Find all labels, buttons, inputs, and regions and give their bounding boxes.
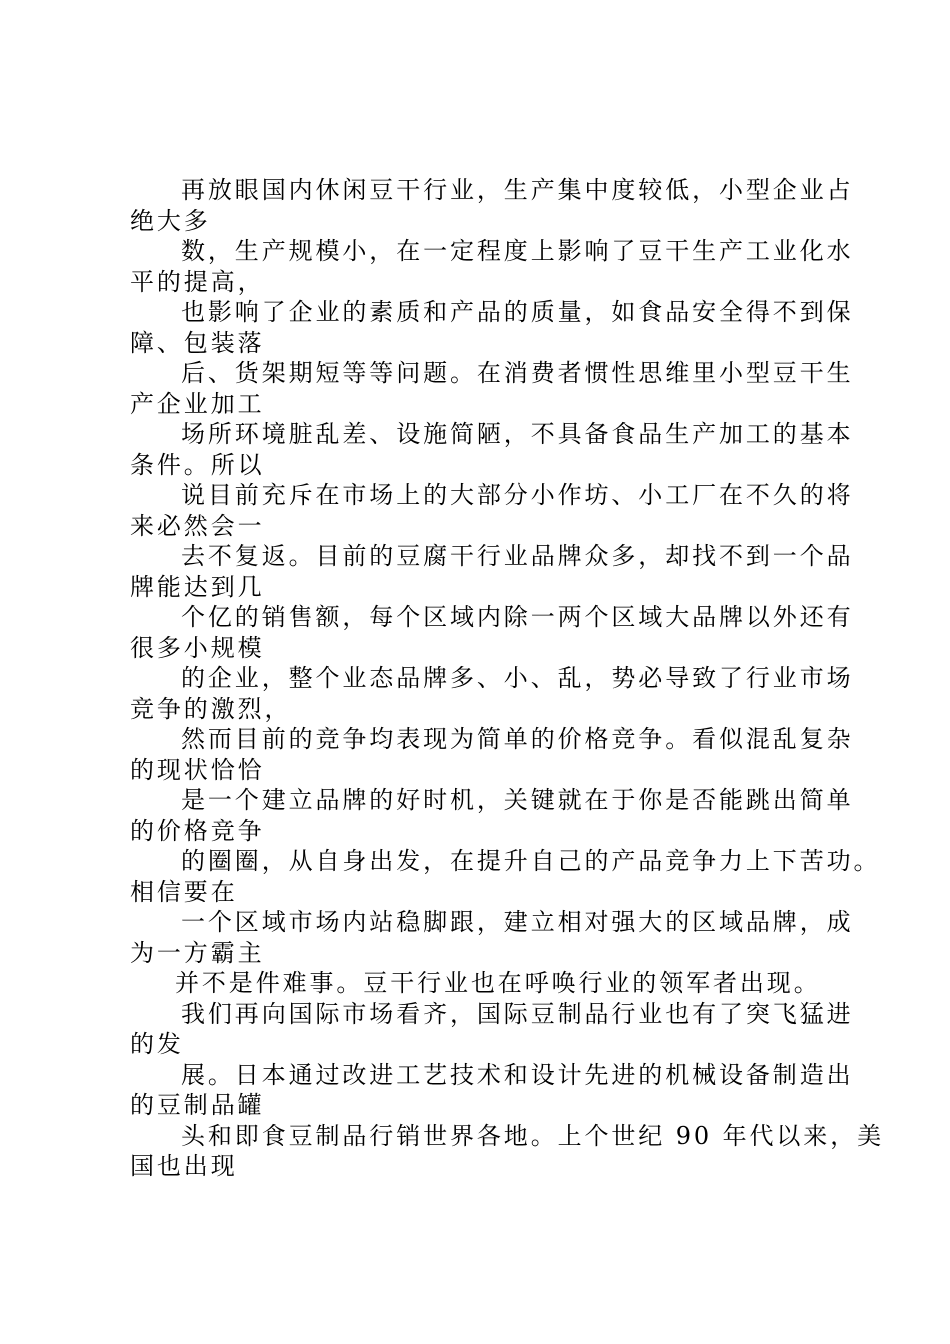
text-line: 然而目前的竞争均表现为简单的价格竞争。看似混乱复杂 [181, 725, 854, 753]
text-line: 头和即食豆制品行销世界各地。上个世纪 90 年代以来，美 [181, 1121, 884, 1150]
text-line: 再放眼国内休闲豆干行业，生产集中度较低，小型企业占 [181, 176, 854, 204]
text-line: 场所环境脏乱差、设施简陋，不具备食品生产加工的基本 [181, 420, 854, 448]
text-line: 是一个建立品牌的好时机，关键就在于你是否能跳出简单 [181, 786, 854, 814]
text-line: 后、货架期短等等问题。在消费者惯性思维里小型豆干生 [181, 359, 854, 387]
text-line: 也影响了企业的素质和产品的质量，如食品安全得不到保 [181, 298, 854, 326]
text-line: 的价格竞争 [130, 816, 265, 845]
text-line: 很多小规模 [130, 633, 265, 662]
text-line: 的圈圈，从自身出发，在提升自己的产品竞争力上下苦功。 [181, 847, 881, 875]
text-line: 平的提高， [130, 267, 265, 296]
text-line: 为一方霸主 [130, 938, 265, 967]
text-line: 的发 [130, 1030, 184, 1058]
text-line: 的现状恰恰 [130, 755, 265, 784]
text-line: 的企业，整个业态品牌多、小、乱，势必导致了行业市场 [181, 664, 854, 692]
text-line: 条件。所以 [130, 450, 265, 479]
text-line: 竞争的激烈， [130, 694, 292, 723]
text-line: 说目前充斥在市场上的大部分小作坊、小工厂在不久的将 [181, 481, 854, 509]
text-line: 来必然会一 [130, 511, 265, 540]
text-line: 数，生产规模小，在一定程度上影响了豆干生产工业化水 [181, 237, 854, 265]
text-line: 相信要在 [130, 877, 238, 906]
body-text [130, 175, 884, 1182]
text-line: 牌能达到几 [130, 572, 265, 601]
text-line: 的豆制品罐 [130, 1091, 265, 1119]
text-line: 展。日本通过改进工艺技术和设计先进的机械设备制造出 [181, 1060, 854, 1089]
text-line: 障、包装落 [130, 328, 265, 357]
text-line: 国也出现 [130, 1152, 238, 1180]
text-line: 去不复返。目前的豆腐干行业品牌众多，却找不到一个品 [181, 542, 854, 570]
text-line: 绝大多 [130, 206, 211, 235]
text-line: 个亿的销售额，每个区域内除一两个区域大品牌以外还有 [181, 603, 854, 631]
text-line: 我们再向国际市场看齐，国际豆制品行业也有了突飞猛进 [181, 999, 854, 1028]
text-line: 产企业加工 [130, 389, 265, 418]
text-line: 并不是件难事。豆干行业也在呼唤行业的领军者出现。 [175, 969, 821, 997]
text-line: 一个区域市场内站稳脚跟，建立相对强大的区域品牌，成 [181, 908, 854, 936]
